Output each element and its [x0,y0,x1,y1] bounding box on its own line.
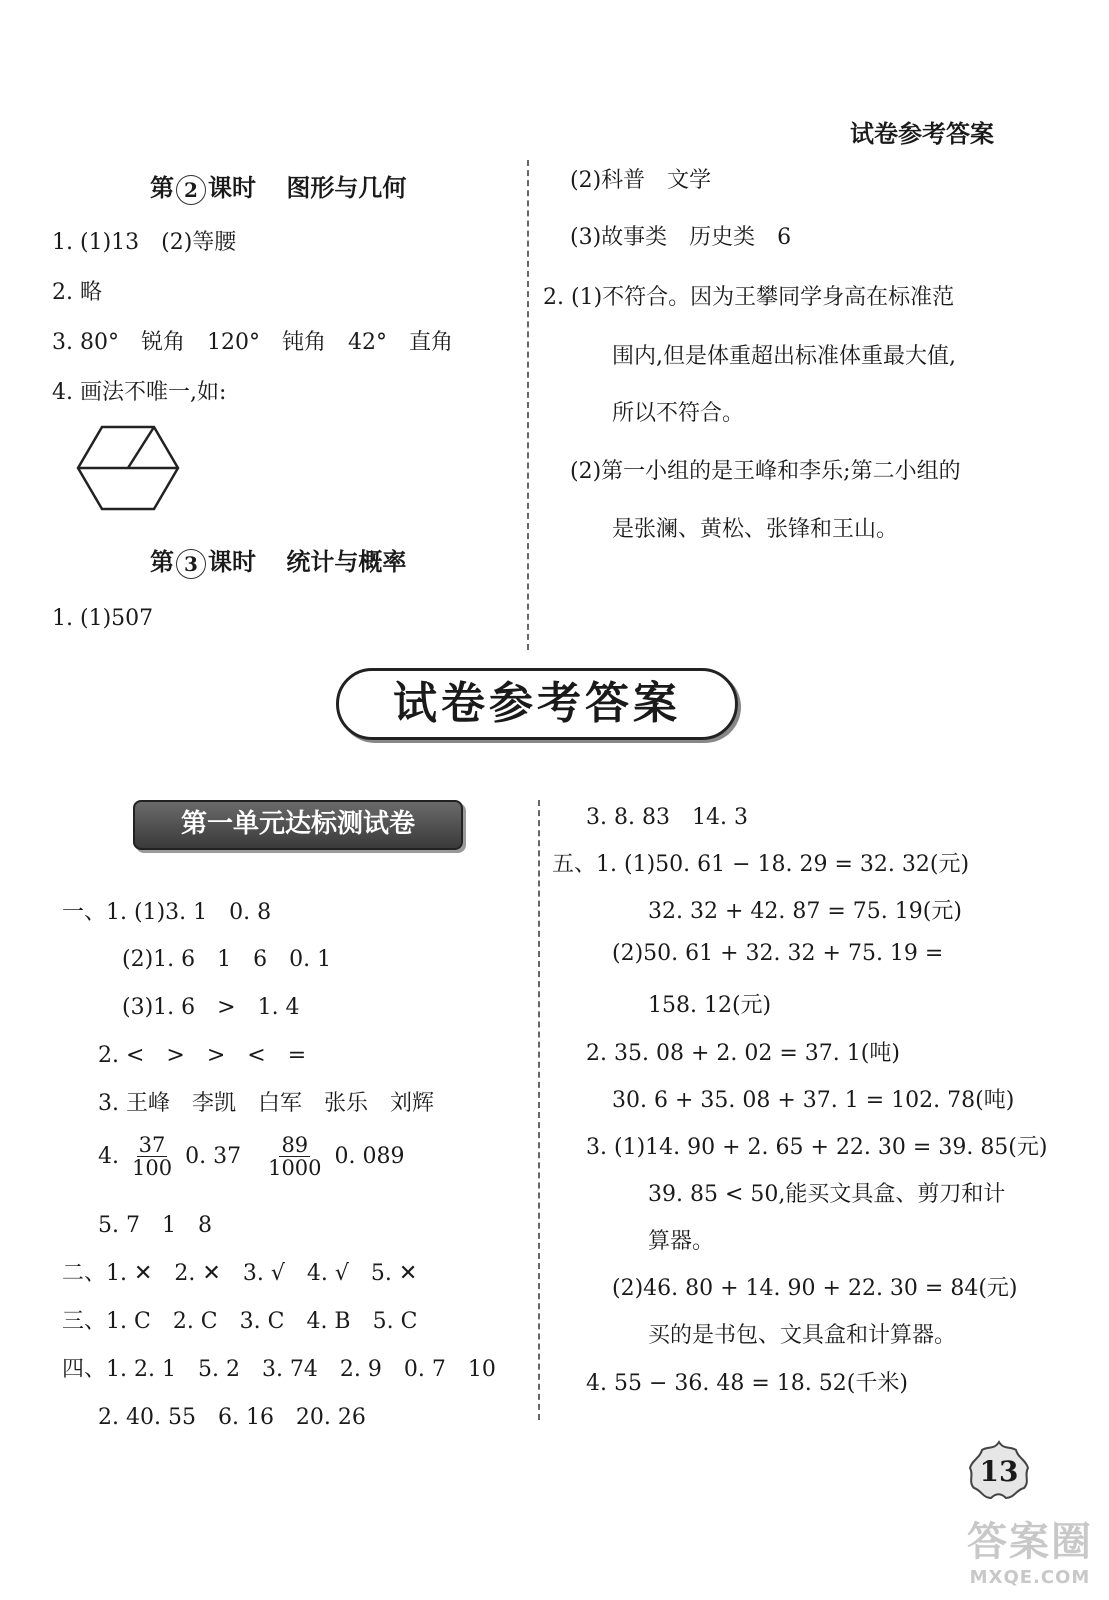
lesson2-title: 第 2 课时 图形与几何 [150,168,406,205]
answer-line: 1. (1)13 (2)等腰 [52,230,237,255]
page-header-title: 试卷参考答案 [850,119,994,148]
answer-line: 围内,但是体重超出标准体重最大值, [612,344,956,369]
answer-line: 三、1. C 2. C 3. C 4. B 5. C [62,1309,418,1334]
answer-line: 4. 55 − 36. 48 = 18. 52(千米) [586,1371,908,1396]
answer-line: 2. 40. 55 6. 16 20. 26 [98,1405,366,1430]
watermark-logo: 答案圈 MXQE.COM [967,1519,1093,1588]
answer-line: 3. 8. 83 14. 3 [586,805,748,830]
answer-line: (2)46. 80 + 14. 90 + 22. 30 = 84(元) [612,1276,1018,1301]
answer-line: 算器。 [648,1229,715,1254]
answer-line: 是张澜、黄松、张锋和王山。 [612,517,899,542]
answer-line: 158. 12(元) [648,993,772,1018]
lesson-number-circle: 3 [176,549,206,579]
fraction: $\frac{89}{1000}$ [268,1133,322,1181]
answer-line: 2. (1)不符合。因为王攀同学身高在标准范 [543,285,955,310]
answer-line: 3. 80° 锐角 120° 钝角 42° 直角 [52,330,453,355]
answer-line: 一、1. (1)3. 1 0. 8 [62,900,272,925]
fraction: $\frac{37}{100}$ [132,1133,173,1181]
answer-line: 5. 7 1 8 [98,1213,212,1238]
answer-line: 1. (1)507 [52,606,154,631]
lesson-number-circle: 2 [176,175,206,205]
answer-line: 3. (1)14. 90 + 2. 65 + 22. 30 = 39. 85(元) [586,1135,1048,1160]
answer-line: 2. < > > < = [98,1043,307,1068]
answer-line: 3. 王峰 李凯 白军 张乐 刘辉 [98,1091,434,1116]
answer-line: (2)第一小组的是王峰和李乐;第二小组的 [570,459,961,484]
unit1-label: 第一单元达标测试卷 [133,800,463,850]
answer-line-fractions: 4. $\frac{37}{100}$ 0. 37 $\frac{89}{1000}$ 0. 089 [98,1133,405,1181]
answer-line: 4. 画法不唯一,如: [52,380,227,405]
answer-line: 所以不符合。 [612,401,745,426]
hexagon-figure [74,424,182,512]
answer-line: (2)1. 6 1 6 0. 1 [122,947,332,972]
answer-line: 买的是书包、文具盒和计算器。 [648,1323,957,1348]
answer-line: 2. 35. 08 + 2. 02 = 37. 1(吨) [586,1041,900,1066]
answer-line: (3)故事类 历史类 6 [570,225,792,250]
answer-line: 2. 略 [52,280,102,305]
answer-line: 30. 6 + 35. 08 + 37. 1 = 102. 78(吨) [612,1088,1015,1113]
answer-line: 39. 85 < 50,能买文具盒、剪刀和计 [648,1182,1006,1207]
column-divider [527,160,529,650]
lesson3-title: 第 3 课时 统计与概率 [150,542,406,579]
answer-line: (2)科普 文学 [570,168,712,193]
answer-line: 二、1. ✕ 2. ✕ 3. √ 4. √ 5. ✕ [62,1261,418,1286]
answer-line: 五、1. (1)50. 61 − 18. 29 = 32. 32(元) [552,852,970,877]
column-divider [538,800,540,1420]
page-number: 13 [966,1440,1032,1502]
answer-line: (3)1. 6 > 1. 4 [122,995,300,1020]
answer-line: (2)50. 61 + 32. 32 + 75. 19 = [612,941,944,966]
answer-line: 32. 32 + 42. 87 = 75. 19(元) [648,899,962,924]
answer-line: 四、1. 2. 1 5. 2 3. 74 2. 9 0. 7 10 [62,1357,496,1382]
answers-banner: 试卷参考答案 [336,668,738,740]
